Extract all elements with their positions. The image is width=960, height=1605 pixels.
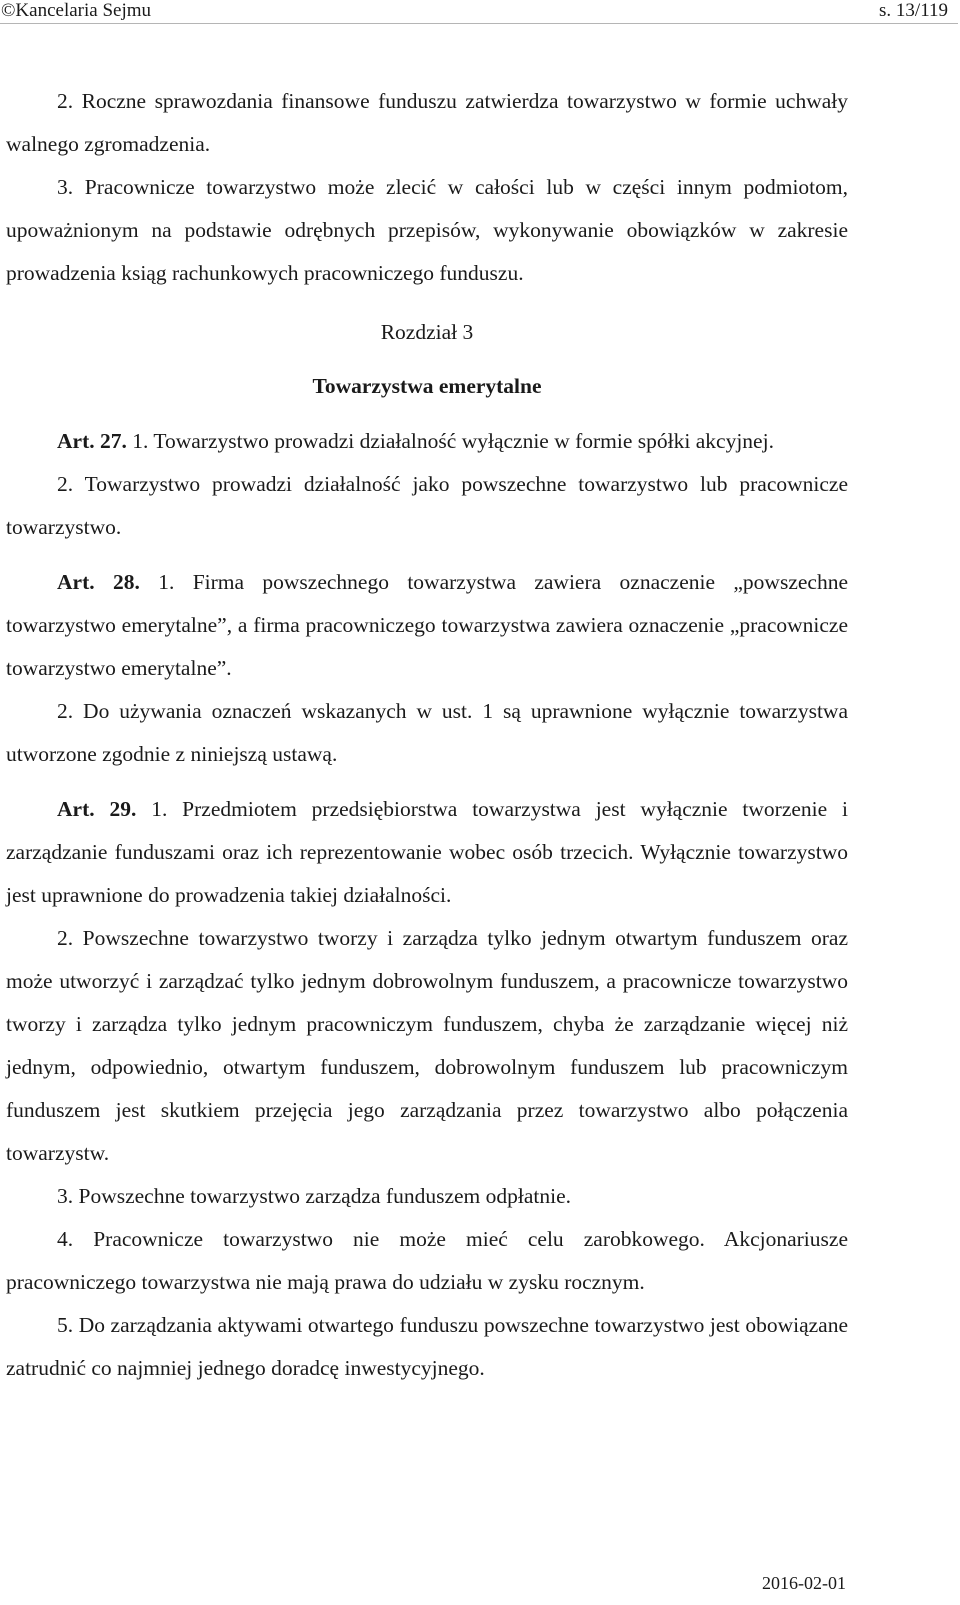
page-number: s. 13/119 (879, 0, 948, 21)
document-body (6, 80, 848, 1390)
article-29-label: Art. 29. (57, 797, 137, 821)
article-27-par-1-text: 1. Towarzystwo prowadzi działalność wyłącznie w formie spółki akcyjnej. (126, 429, 774, 453)
publisher-label: ©Kancelaria Sejmu (1, 0, 152, 21)
article-28-label: Art. 28. (57, 570, 140, 594)
article-28-par-1-text: 1. Firma powszechnego towarzystwa zawiera oznaczenie „powszechne towarzystwo emerytalne”, a firma pracowniczego towarzystwa zawiera oznaczenie „pracownicze towarzystwo emerytalne”. (6, 570, 848, 680)
article-29-par-4: 4. Pracownicze towarzystwo nie może mieć celu zarobkowego. Akcjonariusze pracowniczego towarzystwa nie mają prawa do udziału w zysku rocznym. (6, 1227, 848, 1294)
article-28-par-2: 2. Do używania oznaczeń wskazanych w ust. 1 są uprawnione wyłącznie towarzystwa utworzone zgodnie z niniejszą ustawą. (6, 699, 848, 766)
paragraph-p1: 2. Roczne sprawozdania finansowe funduszu zatwierdza towarzystwo w formie uchwały walnego zgromadzenia. (6, 89, 848, 156)
header-divider (0, 23, 958, 24)
article-27-par-1 (6, 420, 848, 463)
article-29-par-1 (6, 788, 848, 917)
article-29-par-5: 5. Do zarządzania aktywami otwartego funduszu powszechne towarzystwo jest obowiązane zatrudnić co najmniej jednego doradcę inwestycyjnego. (6, 1313, 848, 1380)
article-29-par-1-text: 1. Przedmiotem przedsiębiorstwa towarzystwa jest wyłącznie tworzenie i zarządzanie funduszami oraz ich reprezentowanie wobec osób trzecich. Wyłącznie towarzystwo jest uprawnione do prowadzenia takiej działalności. (6, 797, 849, 907)
paragraph-p2: 3. Pracownicze towarzystwo może zlecić w całości lub w części innym podmiotom, upoważnionym na podstawie odrębnych przepisów, wykonywanie obowiązków w zakresie prowadzenia ksiąg rachunkowych pracowniczego funduszu. (6, 175, 848, 285)
article-29-par-3: 3. Powszechne towarzystwo zarządza funduszem odpłatnie. (57, 1184, 572, 1208)
article-29-par-2: 2. Powszechne towarzystwo tworzy i zarządza tylko jednym otwartym funduszem oraz może utworzyć i zarządzać tylko jednym dobrowolnym funduszem, a pracownicze towarzystwo tworzy i zarządza tylko jednym pracowniczym funduszem, chyba że zarządzanie więcej niż jednym, odpowiednio, otwartym funduszem, dobrowolnym funduszem lub pracowniczym funduszem jest skutkiem przejęcia jego zarządzania przez towarzystwo albo połączenia towarzystw. (6, 926, 848, 1165)
chapter-title: Towarzystwa emerytalne (312, 374, 542, 398)
article-28-par-1 (6, 561, 848, 690)
page-header (0, 0, 960, 22)
article-27-par-2: 2. Towarzystwo prowadzi działalność jako powszechne towarzystwo lub pracownicze towarzystwo. (6, 472, 848, 539)
chapter-number: Rozdział 3 (380, 320, 474, 344)
footer-date: 2016-02-01 (762, 1573, 846, 1593)
article-27-label: Art. 27. (57, 429, 127, 453)
